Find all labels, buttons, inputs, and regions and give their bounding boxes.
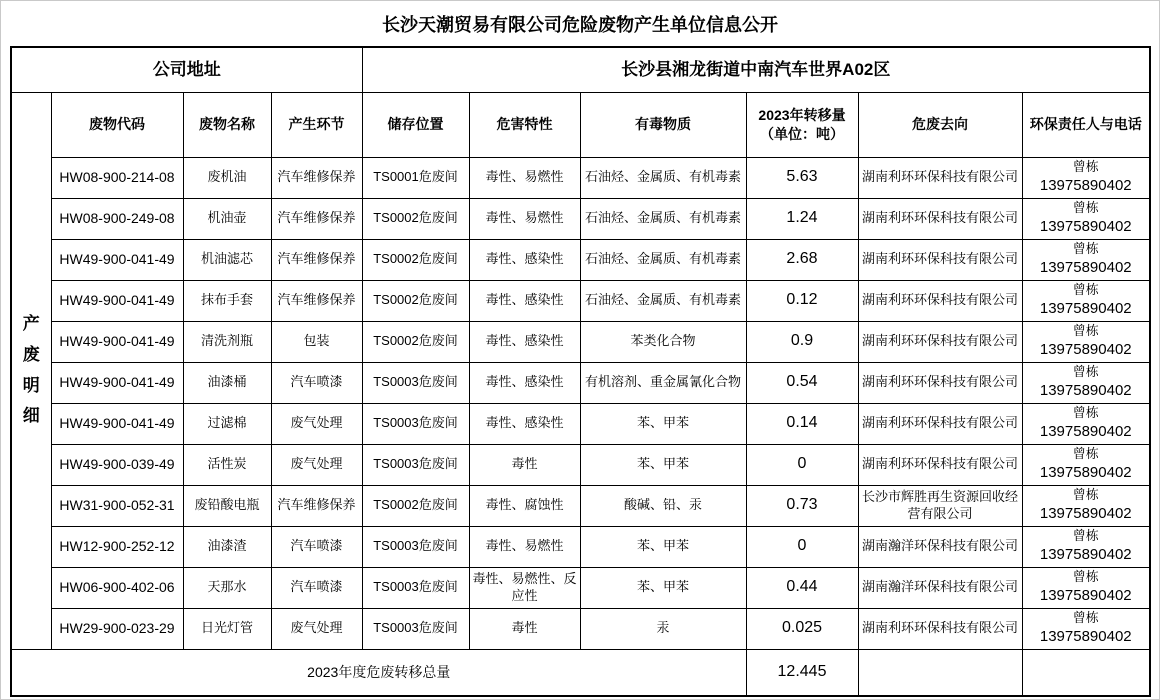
contact-phone: 13975890402 [1039, 259, 1132, 277]
cell-amount: 0.54 [746, 362, 858, 403]
contact-name: 曾栋 [1072, 528, 1099, 544]
cell-stage: 汽车维修保养 [271, 157, 362, 198]
waste-row [11, 485, 1150, 526]
footer-empty-destination [858, 649, 1022, 696]
cell-destination: 湖南利环环保科技有限公司 [858, 157, 1022, 198]
contact-phone: 13975890402 [1039, 546, 1132, 564]
waste-row [11, 362, 1150, 403]
footer-total-label: 2023年度危废转移总量 [11, 649, 746, 696]
cell-toxic: 石油烃、金属质、有机毒素 [580, 198, 746, 239]
cell-storage: TS0002危废间 [362, 321, 469, 362]
contact-name: 曾栋 [1072, 569, 1099, 585]
cell-stage: 汽车维修保养 [271, 485, 362, 526]
cell-amount: 0 [746, 526, 858, 567]
cell-stage: 汽车维修保养 [271, 239, 362, 280]
cell-amount: 0.025 [746, 608, 858, 649]
col-header-stage [271, 92, 362, 157]
cell-toxic: 苯、甲苯 [580, 403, 746, 444]
cell-stage: 汽车喷漆 [271, 526, 362, 567]
col-header-contact [1022, 92, 1150, 157]
cell-amount: 0 [746, 444, 858, 485]
cell-storage: TS0002危废间 [362, 239, 469, 280]
cell-stage: 包装 [271, 321, 362, 362]
section-label: 产废明细 [22, 314, 40, 426]
col-header-destination [858, 92, 1022, 157]
cell-code: HW29-900-023-29 [51, 608, 183, 649]
cell-amount: 0.12 [746, 280, 858, 321]
col-header-name [183, 92, 271, 157]
cell-hazard: 毒性、易燃性 [469, 526, 580, 567]
cell-name: 日光灯管 [183, 608, 271, 649]
contact-name: 曾栋 [1072, 487, 1099, 503]
col-header-label: 危害特性 [496, 116, 553, 133]
cell-storage: TS0002危废间 [362, 198, 469, 239]
table-header-row [11, 92, 1150, 157]
cell-contact [1022, 280, 1150, 321]
cell-code: HW08-900-214-08 [51, 157, 183, 198]
contact-phone: 13975890402 [1039, 505, 1132, 523]
cell-name: 机油壶 [183, 198, 271, 239]
hazardous-waste-table [10, 46, 1151, 697]
company-address-value: 长沙县湘龙街道中南汽车世界A02区 [362, 47, 1150, 92]
cell-storage: TS0003危废间 [362, 362, 469, 403]
waste-row [11, 239, 1150, 280]
cell-hazard: 毒性、易燃性 [469, 198, 580, 239]
cell-toxic: 汞 [580, 608, 746, 649]
cell-code: HW06-900-402-06 [51, 567, 183, 608]
cell-storage: TS0001危废间 [362, 157, 469, 198]
cell-toxic: 有机溶剂、重金属氰化合物 [580, 362, 746, 403]
contact-name: 曾栋 [1072, 282, 1099, 298]
cell-amount: 0.73 [746, 485, 858, 526]
cell-hazard: 毒性、易燃性 [469, 157, 580, 198]
cell-destination: 湖南利环环保科技有限公司 [858, 239, 1022, 280]
waste-row [11, 198, 1150, 239]
contact-name: 曾栋 [1072, 200, 1099, 216]
footer-total-value: 12.445 [746, 649, 858, 696]
waste-row [11, 157, 1150, 198]
cell-amount: 0.44 [746, 567, 858, 608]
col-header-sublabel: （单位：吨） [760, 125, 844, 142]
cell-destination: 湖南利环环保科技有限公司 [858, 362, 1022, 403]
cell-hazard: 毒性、感染性 [469, 403, 580, 444]
cell-stage: 汽车喷漆 [271, 567, 362, 608]
cell-storage: TS0002危废间 [362, 485, 469, 526]
contact-name: 曾栋 [1072, 323, 1099, 339]
cell-hazard: 毒性、腐蚀性 [469, 485, 580, 526]
cell-storage: TS0003危废间 [362, 608, 469, 649]
cell-contact [1022, 239, 1150, 280]
contact-phone: 13975890402 [1039, 341, 1132, 359]
cell-hazard: 毒性、感染性 [469, 362, 580, 403]
cell-stage: 汽车喷漆 [271, 362, 362, 403]
col-header-label: 危废去向 [912, 116, 968, 133]
cell-name: 过滤棉 [183, 403, 271, 444]
cell-toxic: 酸碱、铅、汞 [580, 485, 746, 526]
waste-row [11, 526, 1150, 567]
col-header-code [51, 92, 183, 157]
cell-name: 废铅酸电瓶 [183, 485, 271, 526]
contact-name: 曾栋 [1072, 364, 1099, 380]
cell-storage: TS0003危废间 [362, 526, 469, 567]
cell-amount: 5.63 [746, 157, 858, 198]
col-header-amount [746, 92, 858, 157]
cell-code: HW49-900-041-49 [51, 321, 183, 362]
cell-name: 活性炭 [183, 444, 271, 485]
col-header-hazard [469, 92, 580, 157]
cell-code: HW12-900-252-12 [51, 526, 183, 567]
cell-contact [1022, 157, 1150, 198]
col-header-label: 2023年转移量 [758, 107, 846, 124]
waste-row [11, 403, 1150, 444]
page-title: 长沙天潮贸易有限公司危险废物产生单位信息公开 [382, 14, 778, 35]
cell-stage: 废气处理 [271, 608, 362, 649]
cell-contact [1022, 362, 1150, 403]
contact-phone: 13975890402 [1039, 587, 1132, 605]
cell-toxic: 石油烃、金属质、有机毒素 [580, 280, 746, 321]
cell-contact [1022, 321, 1150, 362]
cell-toxic: 苯、甲苯 [580, 526, 746, 567]
cell-contact [1022, 526, 1150, 567]
cell-toxic: 苯类化合物 [580, 321, 746, 362]
waste-row [11, 567, 1150, 608]
cell-code: HW49-900-041-49 [51, 403, 183, 444]
col-header-label: 有毒物质 [635, 116, 691, 133]
waste-row [11, 321, 1150, 362]
cell-destination: 湖南利环环保科技有限公司 [858, 280, 1022, 321]
cell-name: 抹布手套 [183, 280, 271, 321]
cell-contact [1022, 567, 1150, 608]
cell-code: HW49-900-039-49 [51, 444, 183, 485]
cell-hazard: 毒性、感染性 [469, 321, 580, 362]
cell-toxic: 苯、甲苯 [580, 444, 746, 485]
cell-name: 清洗剂瓶 [183, 321, 271, 362]
waste-row [11, 280, 1150, 321]
cell-hazard: 毒性、易燃性、反应性 [469, 567, 580, 608]
cell-destination: 湖南利环环保科技有限公司 [858, 444, 1022, 485]
col-header-storage [362, 92, 469, 157]
cell-destination: 湖南利环环保科技有限公司 [858, 198, 1022, 239]
cell-stage: 废气处理 [271, 444, 362, 485]
cell-name: 油漆桶 [183, 362, 271, 403]
cell-stage: 汽车维修保养 [271, 280, 362, 321]
cell-destination: 长沙市辉胜再生资源回收经营有限公司 [858, 485, 1022, 526]
cell-code: HW49-900-041-49 [51, 280, 183, 321]
cell-toxic: 石油烃、金属质、有机毒素 [580, 239, 746, 280]
cell-stage: 废气处理 [271, 403, 362, 444]
cell-name: 机油滤芯 [183, 239, 271, 280]
contact-phone: 13975890402 [1039, 423, 1132, 441]
cell-code: HW31-900-052-31 [51, 485, 183, 526]
col-header-label: 环保责任人与电话 [1029, 116, 1142, 133]
col-header-label: 废物名称 [199, 116, 255, 133]
contact-phone: 13975890402 [1039, 382, 1132, 400]
cell-storage: TS0003危废间 [362, 444, 469, 485]
cell-hazard: 毒性、感染性 [469, 239, 580, 280]
cell-destination: 湖南瀚洋环保科技有限公司 [858, 567, 1022, 608]
section-label-cell [11, 92, 51, 649]
cell-amount: 1.24 [746, 198, 858, 239]
cell-code: HW08-900-249-08 [51, 198, 183, 239]
cell-hazard: 毒性、感染性 [469, 280, 580, 321]
cell-code: HW49-900-041-49 [51, 239, 183, 280]
col-header-label: 产生环节 [288, 116, 345, 133]
contact-phone: 13975890402 [1039, 300, 1132, 318]
cell-contact [1022, 485, 1150, 526]
company-address-label: 公司地址 [11, 47, 362, 92]
cell-amount: 2.68 [746, 239, 858, 280]
cell-amount: 0.9 [746, 321, 858, 362]
col-header-toxic [580, 92, 746, 157]
contact-phone: 13975890402 [1039, 464, 1132, 482]
cell-destination: 湖南瀚洋环保科技有限公司 [858, 526, 1022, 567]
cell-toxic: 苯、甲苯 [580, 567, 746, 608]
company-address-row [11, 47, 1150, 92]
cell-contact [1022, 403, 1150, 444]
waste-row [11, 608, 1150, 649]
cell-hazard: 毒性 [469, 608, 580, 649]
contact-name: 曾栋 [1072, 241, 1099, 257]
cell-destination: 湖南利环环保科技有限公司 [858, 608, 1022, 649]
cell-storage: TS0002危废间 [362, 280, 469, 321]
cell-name: 油漆渣 [183, 526, 271, 567]
footer-empty-contact [1022, 649, 1150, 696]
cell-contact [1022, 444, 1150, 485]
contact-phone: 13975890402 [1039, 628, 1132, 646]
cell-name: 废机油 [183, 157, 271, 198]
cell-storage: TS0003危废间 [362, 567, 469, 608]
contact-phone: 13975890402 [1039, 218, 1132, 236]
col-header-label: 废物代码 [89, 116, 145, 133]
cell-destination: 湖南利环环保科技有限公司 [858, 403, 1022, 444]
cell-contact [1022, 198, 1150, 239]
cell-hazard: 毒性 [469, 444, 580, 485]
contact-name: 曾栋 [1072, 159, 1099, 175]
footer-row [11, 649, 1150, 696]
cell-amount: 0.14 [746, 403, 858, 444]
cell-storage: TS0003危废间 [362, 403, 469, 444]
contact-name: 曾栋 [1072, 610, 1099, 626]
cell-toxic: 石油烃、金属质、有机毒素 [580, 157, 746, 198]
contact-phone: 13975890402 [1039, 177, 1132, 195]
cell-code: HW49-900-041-49 [51, 362, 183, 403]
contact-name: 曾栋 [1072, 405, 1099, 421]
col-header-label: 储存位置 [387, 116, 444, 133]
cell-stage: 汽车维修保养 [271, 198, 362, 239]
waste-row [11, 444, 1150, 485]
contact-name: 曾栋 [1072, 446, 1099, 462]
cell-destination: 湖南利环环保科技有限公司 [858, 321, 1022, 362]
cell-contact [1022, 608, 1150, 649]
cell-name: 天那水 [183, 567, 271, 608]
